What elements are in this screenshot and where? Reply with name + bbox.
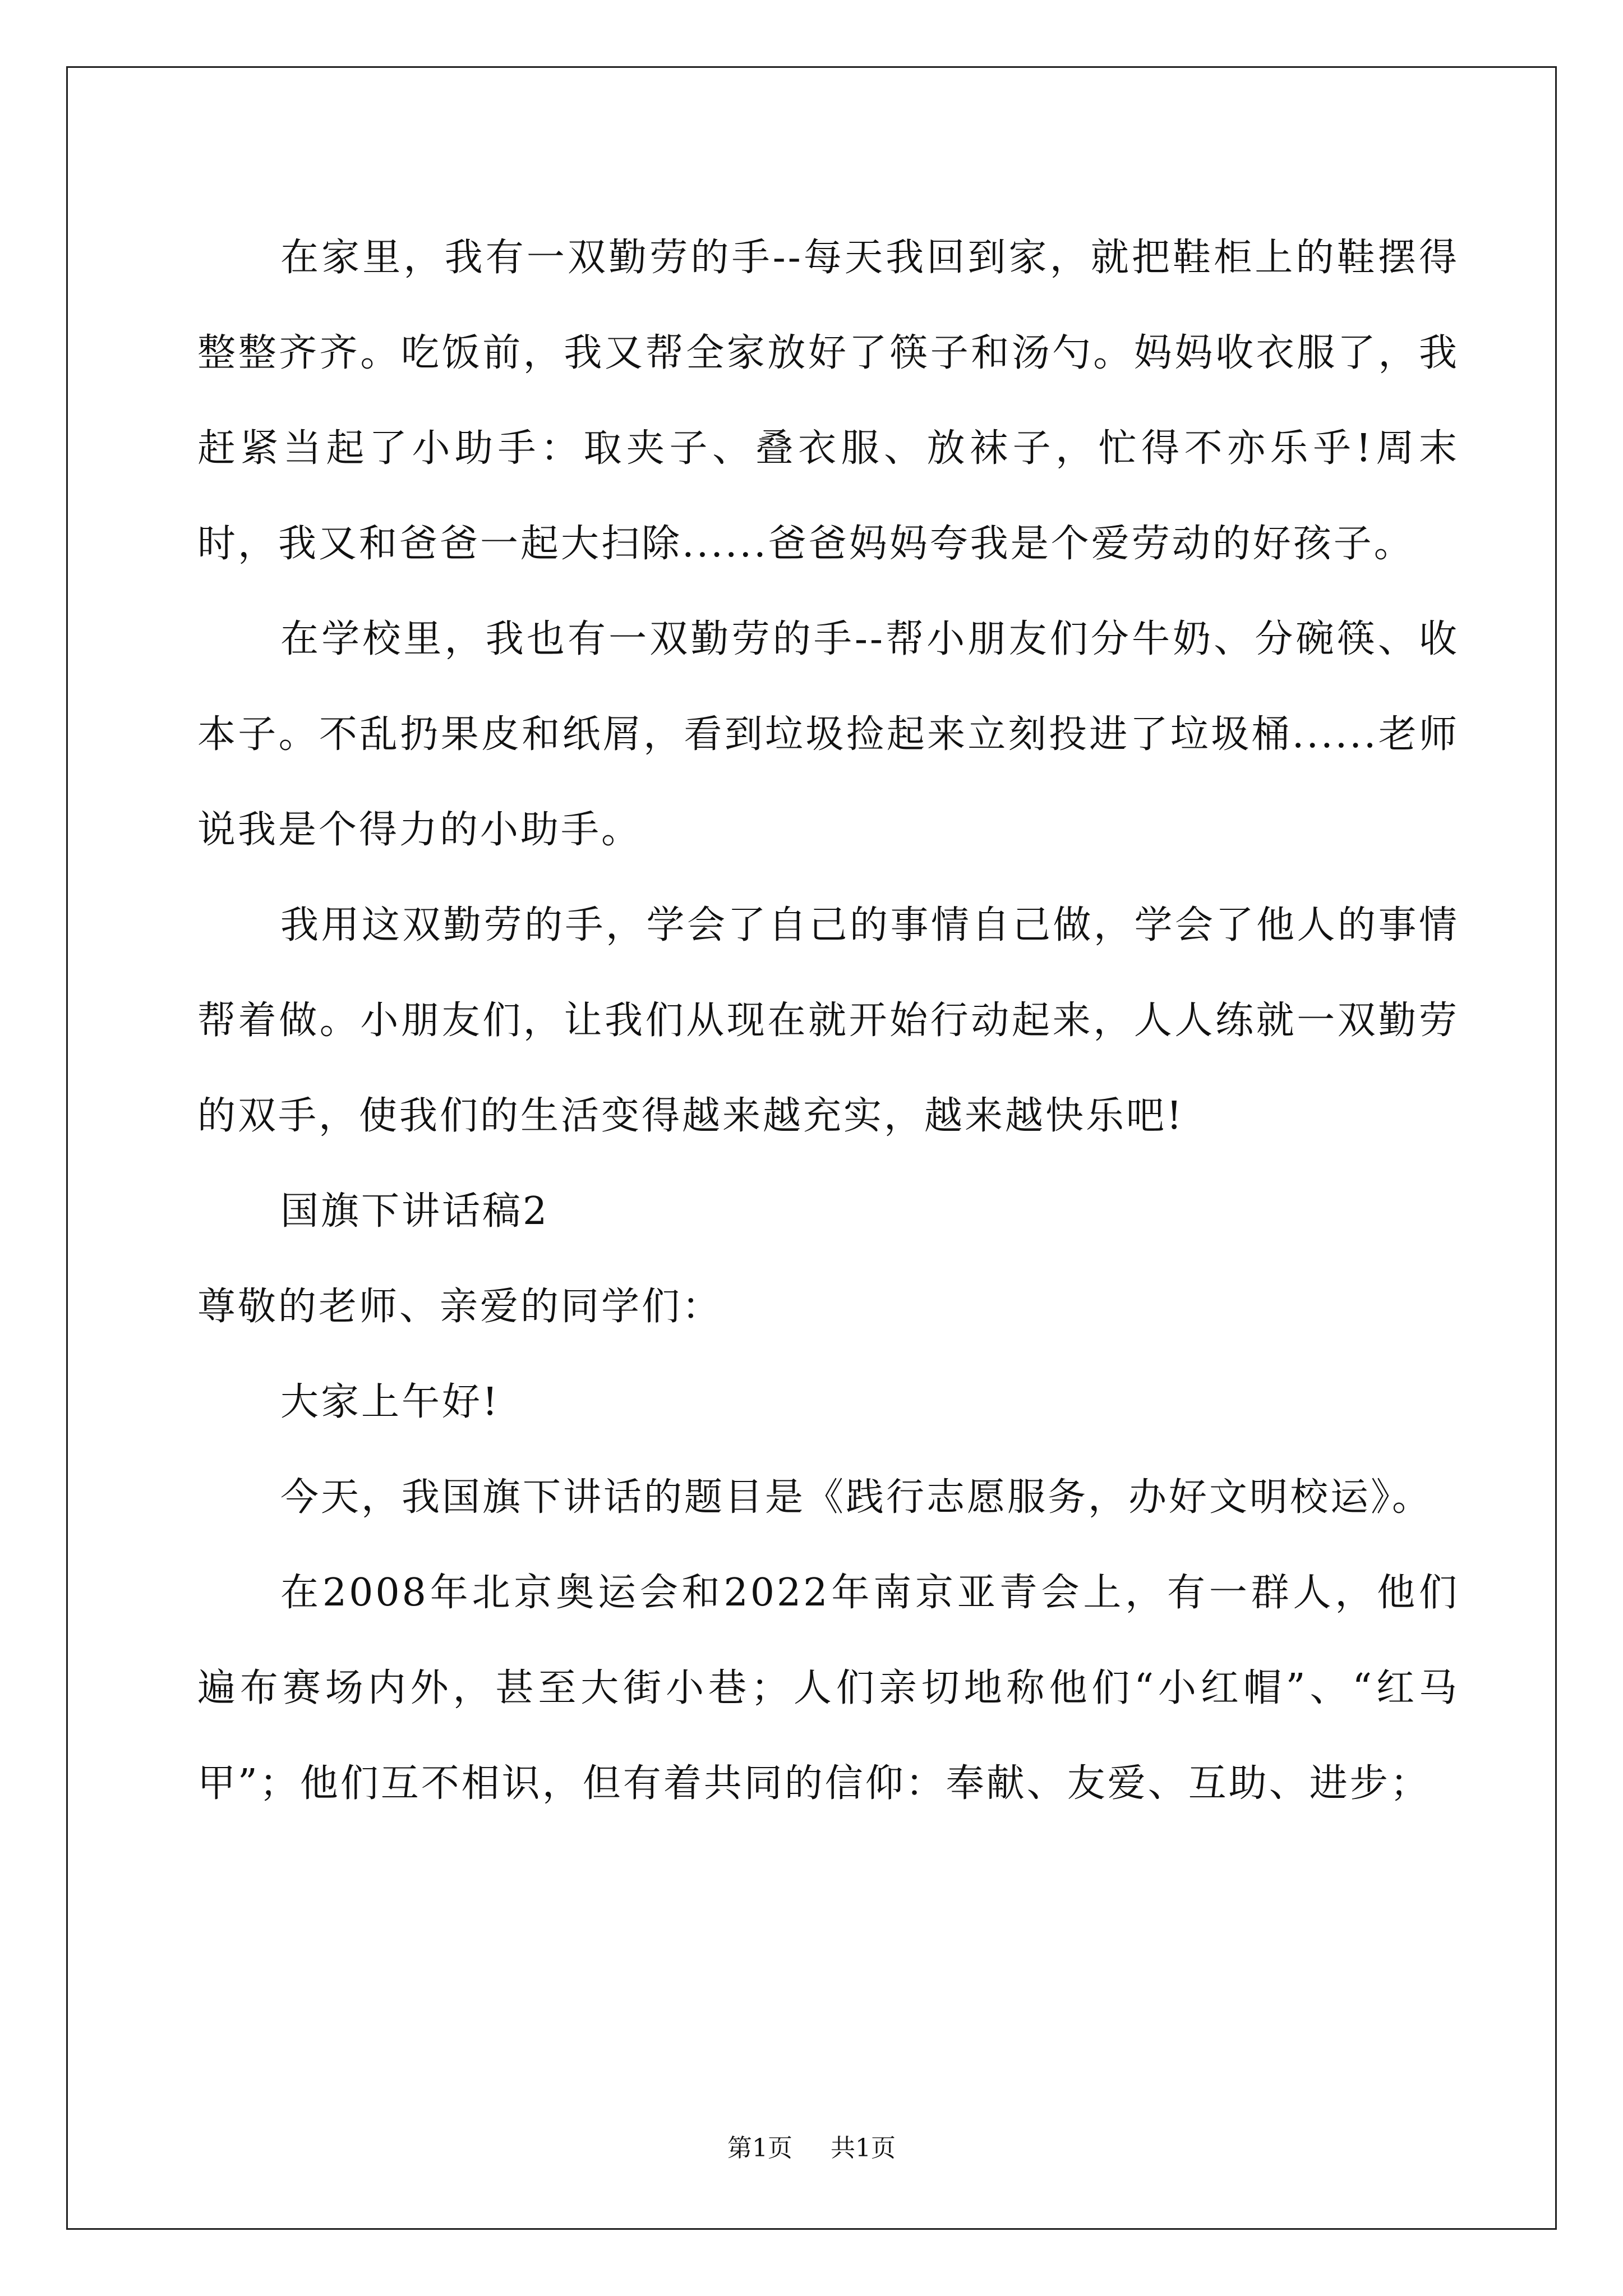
section-heading: 国旗下讲话稿2 [280, 1189, 550, 1234]
greeting: 大家上午好! [280, 1380, 500, 1424]
page-number: 第1页 [727, 2134, 792, 2162]
page-footer [0, 2132, 1623, 2165]
salutation: 尊敬的老师、亲爱的同学们： [197, 1285, 723, 1329]
page-total: 共1页 [831, 2134, 896, 2162]
paragraph-volunteers: 在2008年北京奥运会和2022年南京亚青会上，有一群人，他们遍布赛场内外，甚至大街小巷；人们亲切地称他们“小红帽”、“红马甲”；他们互不相识，但有着共同的信仰：奉献、友爱、互助、进步； [197, 1571, 1459, 1806]
paragraph-school: 在学校里，我也有一双勤劳的手--帮小朋友们分牛奶、分碗筷、收本子。不乱扔果皮和纸屑，看到垃圾捡起来立刻投进了垃圾桶......老师说我是个得力的小助手。 [197, 617, 1459, 852]
paragraph-conclusion: 我用这双勤劳的手，学会了自己的事情自己做，学会了他人的事情帮着做。小朋友们，让我们从现在就开始行动起来，人人练就一双勤劳的双手，使我们的生活变得越来越充实，越来越快乐吧! [197, 903, 1459, 1138]
paragraph-home: 在家里，我有一双勤劳的手--每天我回到家，就把鞋柜上的鞋摆得整整齐齐。吃饭前，我又帮全家放好了筷子和汤勺。妈妈收衣服了，我赶紧当起了小助手：取夹子、叠衣服、放袜子，忙得不亦乐乎!周末时，我又和爸爸一起大扫除......爸爸妈妈夸我是个爱劳动的好孩子。 [197, 236, 1459, 566]
paragraph-topic: 今天，我国旗下讲话的题目是《践行志愿服务，办好文明校运》。 [280, 1475, 1433, 1520]
document-body [197, 210, 1459, 1832]
